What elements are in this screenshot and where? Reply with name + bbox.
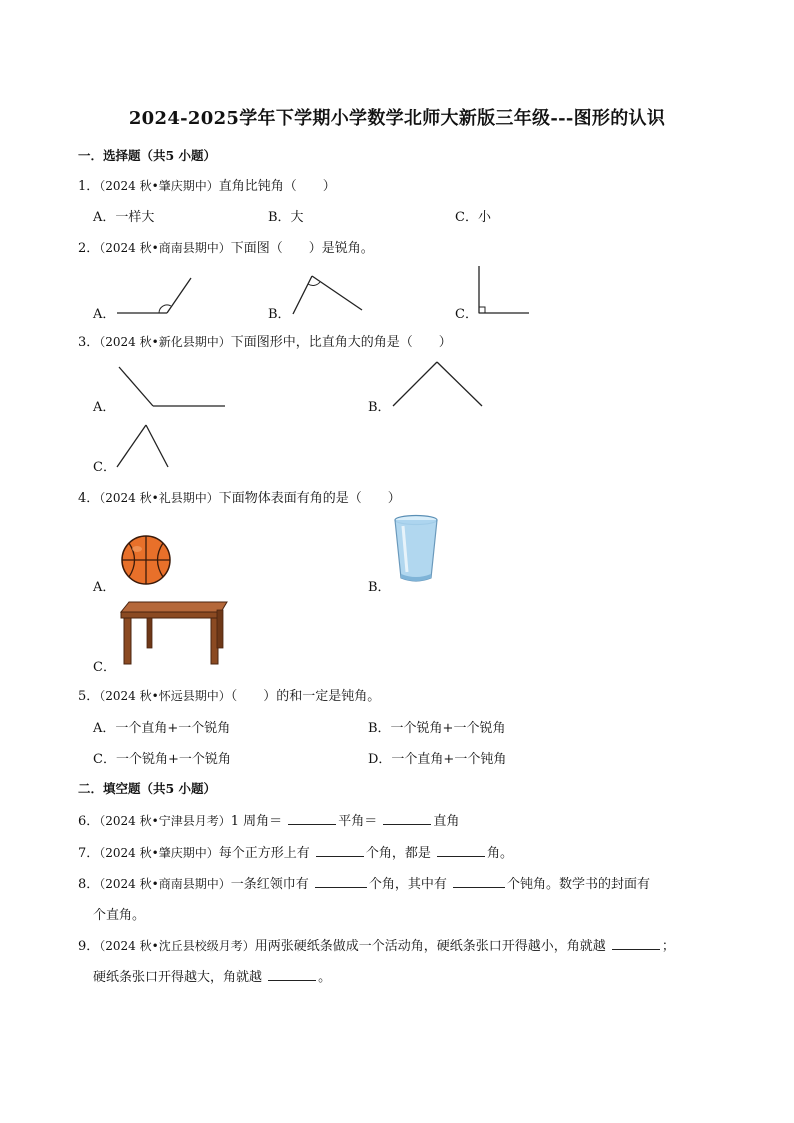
answer-blank[interactable] [268, 968, 316, 981]
section-heading-choice: 一．选择题（共5 小题） [78, 148, 217, 163]
question-number: 6． [78, 814, 100, 829]
option-a: A．一个直角+一个锐角 [93, 721, 231, 736]
question-5 [78, 685, 380, 704]
answer-blank[interactable] [316, 844, 364, 857]
question-source: （2024 秋•沈丘县校级月考） [99, 939, 255, 953]
question-9 [78, 935, 675, 954]
question-number: 4． [78, 491, 100, 506]
question-source: （2024 秋•肇庆期中） [99, 179, 219, 193]
question-text: 用两张硬纸条做成一个活动角，硬纸条张口开得越小，角就越 [254, 939, 606, 954]
question-text: ； [661, 939, 675, 954]
question-source: （2024 秋•商南县期中） [99, 241, 231, 255]
answer-blank[interactable] [612, 937, 660, 950]
option-a: A． [93, 580, 116, 595]
question-3 [78, 331, 452, 350]
option-c: C． [455, 307, 478, 322]
question-text: 。 [318, 970, 332, 985]
obtuse-angle-figure [115, 364, 229, 410]
answer-blank[interactable] [453, 875, 505, 888]
option-b: B． [368, 580, 391, 595]
acute-angle-figure [290, 272, 365, 317]
question-4 [78, 487, 401, 506]
question-text: （ ）的和一定是钝角。 [230, 689, 381, 704]
option-c: C． [93, 660, 116, 675]
question-number: 2． [78, 241, 100, 256]
answer-blank[interactable] [437, 844, 485, 857]
answer-blank[interactable] [315, 875, 367, 888]
basketball-icon [120, 534, 172, 586]
question-source: （2024 秋•商南县期中） [99, 877, 231, 891]
question-number: 9． [78, 939, 100, 954]
question-number: 1． [78, 179, 100, 194]
table-icon [117, 600, 229, 666]
option-b: B． [368, 400, 391, 415]
question-source: （2024 秋•怀远县期中） [99, 689, 231, 703]
option-b: B．一个锐角+一个锐角 [368, 721, 506, 736]
right-angle-figure [390, 358, 486, 410]
section-heading-fill: 二．填空题（共5 小题） [78, 781, 217, 796]
option-a: A． [93, 400, 116, 415]
question-1 [78, 175, 336, 194]
obtuse-angle-figure [115, 275, 195, 317]
question-text: 个角，其中有 [368, 877, 447, 892]
option-b: B．大 [268, 210, 304, 225]
question-9-line-2 [93, 966, 331, 985]
question-source: （2024 秋•新化县期中） [99, 335, 231, 349]
question-number: 7． [78, 846, 100, 861]
question-text: 直角比钝角（ ） [218, 179, 336, 194]
question-2 [78, 237, 374, 256]
option-a: A．一样大 [93, 210, 155, 225]
question-number: 8． [78, 877, 100, 892]
option-a: A． [93, 307, 116, 322]
question-source: （2024 秋•肇庆期中） [99, 846, 219, 860]
question-text: 个角，都是 [365, 846, 431, 861]
question-8-line-2: 个直角。 [93, 908, 146, 923]
question-text: 下面物体表面有角的是（ ） [218, 491, 401, 506]
option-c: C． [93, 460, 116, 475]
right-angle-figure [476, 264, 532, 316]
question-source: （2024 秋•宁津县月考） [99, 814, 231, 828]
option-c: C．小 [455, 210, 491, 225]
question-text: 平角＝ [338, 814, 378, 829]
question-text: 每个正方形上有 [218, 846, 310, 861]
question-7 [78, 842, 513, 861]
question-text: 个钝角。数学书的封面有 [507, 877, 651, 892]
question-number: 5． [78, 689, 100, 704]
acute-angle-figure [114, 422, 172, 470]
answer-blank[interactable] [383, 812, 431, 825]
question-8 [78, 873, 650, 892]
question-text: 下面图形中，比直角大的角是（ ） [230, 335, 452, 350]
option-c: C．一个锐角+一个锐角 [93, 752, 231, 767]
glass-cup-icon [393, 514, 439, 586]
question-number: 3． [78, 335, 100, 350]
question-6 [78, 810, 459, 829]
question-source: （2024 秋•礼县期中） [99, 491, 219, 505]
question-text: 1 周角＝ [230, 814, 283, 829]
option-b: B． [268, 307, 291, 322]
question-text: 一条红领巾有 [230, 877, 309, 892]
answer-blank[interactable] [288, 812, 336, 825]
question-text: 下面图（ ）是锐角。 [230, 241, 374, 256]
question-text: 直角 [433, 814, 460, 829]
question-text: 角。 [487, 846, 514, 861]
page-title: 2024-2025学年下学期小学数学北师大新版三年级---图形的认识 [128, 108, 666, 129]
question-text: 硬纸条张口开得越大，角就越 [93, 970, 263, 985]
option-d: D．一个直角+一个钝角 [368, 752, 507, 767]
